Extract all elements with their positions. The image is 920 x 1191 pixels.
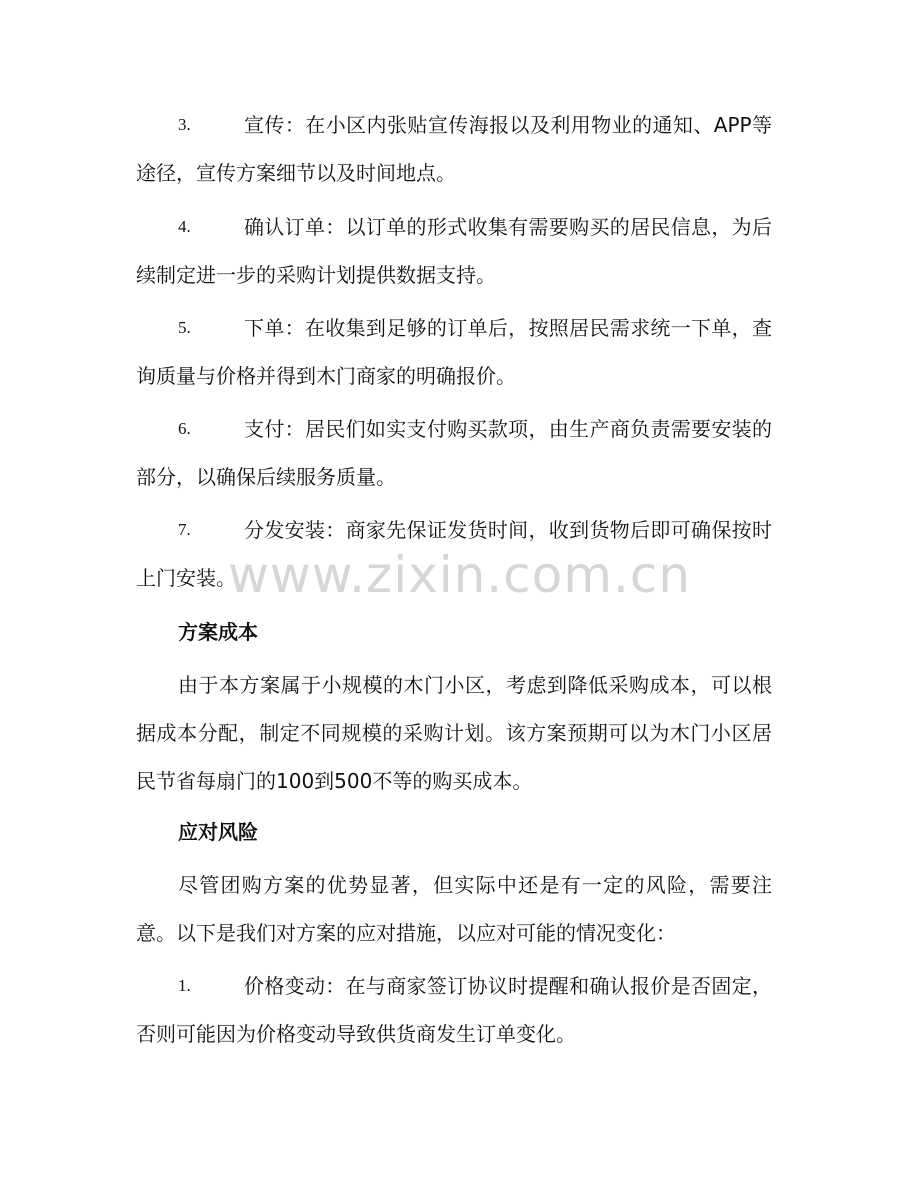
list-item xyxy=(136,304,772,400)
list-text: 价格变动：在与商家签订协议时提醒和确认报价是否固定，否则可能因为价格变动导致供货商发生订单变化。 xyxy=(136,974,772,1046)
list-number: 4. xyxy=(178,217,191,236)
list-text: 下单：在收集到足够的订单后，按照居民需求统一下单，查询质量与价格并得到木门商家的明确报价。 xyxy=(136,316,772,388)
list-text: 支付：居民们如实支付购买款项，由生产商负责需要安装的部分，以确保后续服务质量。 xyxy=(136,417,772,489)
list-item xyxy=(136,405,772,501)
list-text: 确认订单：以订单的形式收集有需要购买的居民信息，为后续制定进一步的采购计划提供数据支持。 xyxy=(136,215,772,287)
watermark: www.zixin.com.cn xyxy=(228,546,692,604)
list-item xyxy=(136,962,772,1058)
list-number: 6. xyxy=(178,419,191,438)
list-number: 1. xyxy=(178,976,191,995)
risk-paragraph: 尽管团购方案的优势显著，但实际中还是有一定的风险，需要注意。以下是我们对方案的应对措施，以应对可能的情况变化： xyxy=(136,873,772,945)
section-heading-cost: 方案成本 xyxy=(178,620,258,644)
list-number: 3. xyxy=(178,115,191,134)
list-number: 5. xyxy=(178,318,191,337)
cost-paragraph: 由于本方案属于小规模的木门小区，考虑到降低采购成本，可以根据成本分配，制定不同规模的采购计划。该方案预期可以为木门小区居民节省每扇门的100到500不等的购买成本。 xyxy=(136,673,772,793)
list-number: 7. xyxy=(178,520,191,539)
list-item xyxy=(136,101,772,197)
list-item xyxy=(136,203,772,299)
list-text: 宣传：在小区内张贴宣传海报以及利用物业的通知、APP等途径，宣传方案细节以及时间地点。 xyxy=(136,113,772,185)
section-heading-risk: 应对风险 xyxy=(178,820,258,844)
list-text: 分发安装：商家先保证发货时间，收到货物后即可确保按时上门安装。 xyxy=(136,518,772,590)
